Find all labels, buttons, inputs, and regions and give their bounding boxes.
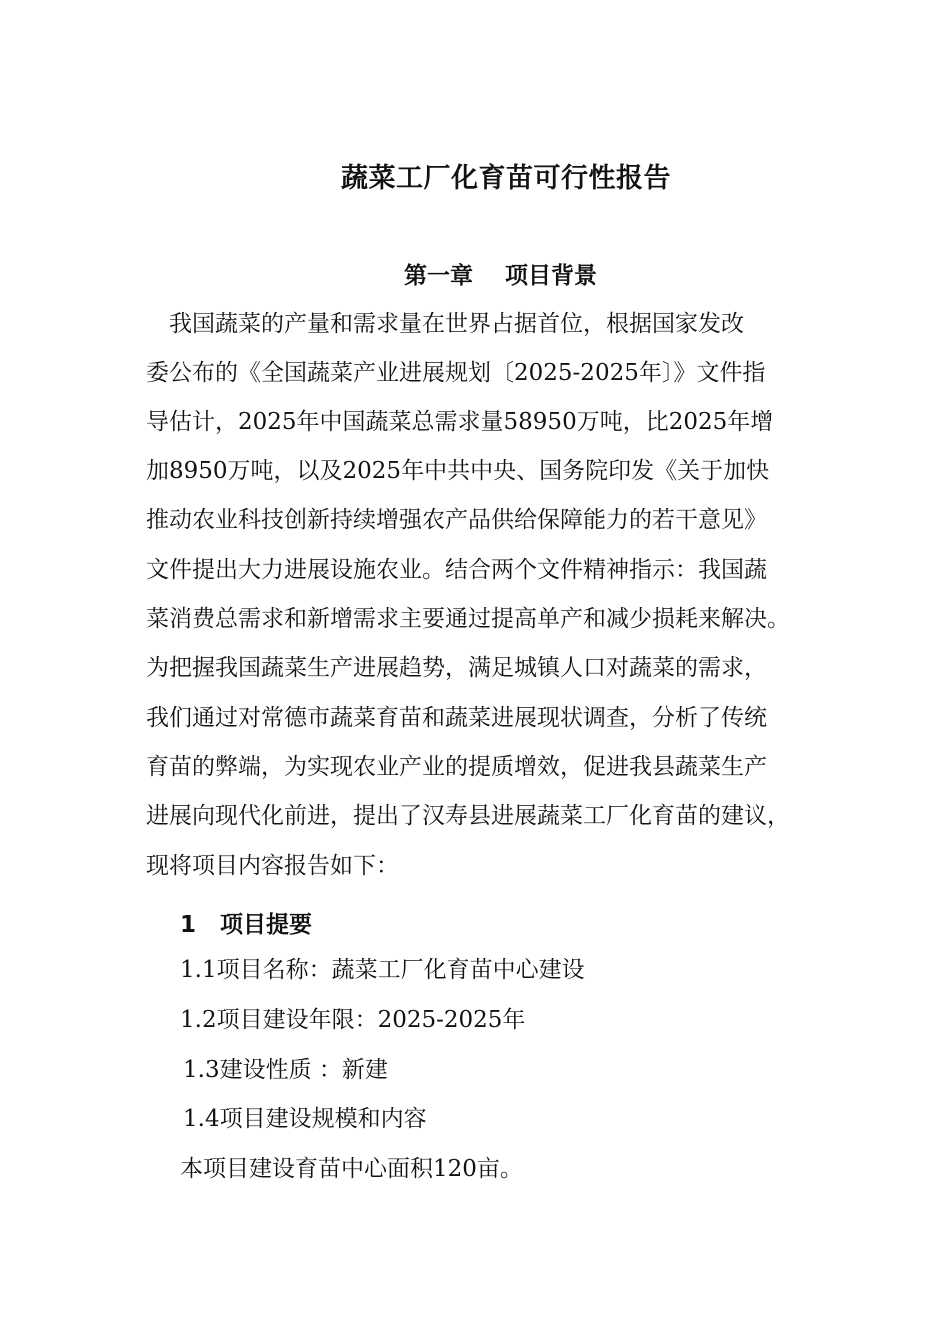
item-project-scope: 1.4项目建设规模和内容: [183, 1106, 427, 1132]
paragraph-line: 我国蔬菜的产量和需求量在世界占据首位，根据国家发改: [146, 311, 744, 337]
item-project-area: 本项目建设育苗中心面积120亩。: [180, 1156, 523, 1182]
section-heading: [180, 906, 312, 939]
paragraph-line: 加8950万吨，以及2025年中共中央、国务院印发《关于加快: [146, 458, 770, 484]
section-name: 项目提要: [220, 912, 313, 938]
paragraph-line: 为把握我国蔬菜生产进展趋势，满足城镇人口对蔬菜的需求，: [146, 655, 767, 681]
paragraph-line: 导估计，2025年中国蔬菜总需求量58950万吨，比2025年增: [146, 409, 774, 435]
paragraph-line: 现将项目内容报告如下：: [146, 853, 399, 879]
paragraph-line: 进展向现代化前进，提出了汉寿县进展蔬菜工厂化育苗的建议，: [146, 803, 790, 829]
paragraph-line: 委公布的《全国蔬菜产业进展规划〔2025-2025年〕》文件指: [146, 360, 766, 386]
paragraph-line: 我们通过对常德市蔬菜育苗和蔬菜进展现状调查，分析了传统: [146, 705, 767, 731]
document-title: 蔬菜工厂化育苗可行性报告: [341, 163, 671, 194]
paragraph-line: 育苗的弊端，为实现农业产业的提质增效，促进我县蔬菜生产: [146, 754, 767, 780]
chapter-number: 第一章: [404, 263, 473, 289]
chapter-name: 项目背景: [505, 263, 597, 289]
item-project-period: 1.2项目建设年限：2025-2025年: [180, 1007, 526, 1033]
paragraph-line: 菜消费总需求和新增需求主要通过提高单产和减少损耗来解决。: [146, 606, 790, 632]
paragraph-line: 文件提出大力进展设施农业。结合两个文件精神指示：我国蔬: [146, 557, 767, 583]
item-project-nature: 1.3建设性质 ：新建: [183, 1057, 388, 1083]
chapter-heading: [404, 257, 597, 290]
section-number: 1: [180, 912, 197, 938]
paragraph-line: 推动农业科技创新持续增强农产品供给保障能力的若干意见》: [146, 507, 767, 533]
item-project-name: 1.1项目名称：蔬菜工厂化育苗中心建设: [180, 957, 585, 983]
